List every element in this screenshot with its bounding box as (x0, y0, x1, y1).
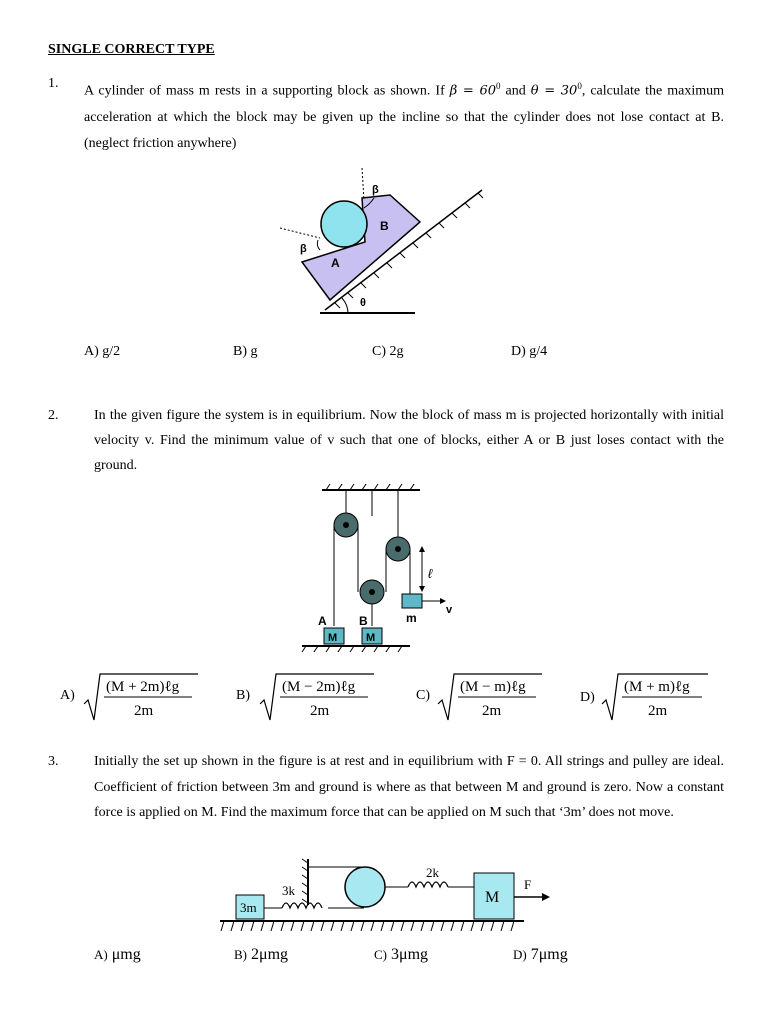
q3-figure (218, 855, 558, 940)
q2-option-b-num: (M − 2m)ℓg (282, 679, 356, 695)
q1-number: 1. (48, 76, 59, 91)
q2-pulley-2-axle (395, 546, 401, 552)
q1-dashed-left (280, 228, 320, 238)
q3-spring-3k (282, 903, 322, 908)
q1-text-a: A cylinder of mass m rests in a supporting block as shown. If (84, 83, 450, 99)
q2-option-b-den: 2m (310, 703, 330, 719)
q1-text-b: , calculate the maximum acceleration at which the block may be given up the incline so that the cylinder does not lose contact at B. (neglect friction anywhere) (84, 83, 724, 151)
q3-option-c-value: 3μmg (391, 946, 429, 963)
q3-option-b-value: 2μmg (251, 946, 289, 963)
q2-pulley-1-axle (343, 522, 349, 528)
q2-option-d-den: 2m (648, 703, 668, 719)
q2-option-a-letter[interactable]: A) (60, 688, 75, 703)
q1-cylinder (321, 201, 367, 247)
q3-option-a-value: μmg (111, 946, 141, 963)
q3-ground-hatch (221, 921, 514, 931)
q3-option-d-letter: D) (513, 947, 527, 962)
q1-option-b[interactable]: B) g (233, 344, 258, 359)
q2-length-arrow-head-up (419, 546, 425, 552)
section-heading: SINGLE CORRECT TYPE (48, 42, 215, 57)
q2-option-b-letter[interactable]: B) (236, 688, 250, 703)
q3-spring-3k-label: 3k (282, 883, 295, 898)
q2-label-b: B (359, 614, 368, 628)
q1-arc-left (317, 240, 320, 250)
q3-force-arrow-head (542, 893, 550, 901)
q2-option-d-num: (M + m)ℓg (624, 679, 690, 695)
q2-block-b-label: M (366, 632, 376, 644)
q1-arc-theta (342, 298, 348, 313)
q2-option-a-den: 2m (134, 703, 154, 719)
q1-text (84, 73, 724, 157)
q2-figure (300, 480, 470, 655)
q3-option-b-letter: B) (234, 947, 247, 962)
q2-option-c-letter[interactable]: C) (416, 688, 430, 703)
q1-label-b: B (380, 219, 389, 233)
q1-label-beta-left: β (300, 243, 307, 255)
q3-option-a-letter: A) (94, 947, 108, 962)
q1-option-d[interactable]: D) g/4 (511, 344, 548, 359)
q1-figure (270, 160, 500, 320)
q2-option-b-formula[interactable] (258, 670, 376, 722)
q3-force-label: F (524, 877, 532, 892)
q1-and: and (500, 83, 531, 99)
q2-label-l: ℓ (428, 566, 433, 581)
q3-number: 3. (48, 754, 59, 769)
q2-option-d-formula[interactable] (600, 670, 712, 722)
q2-text: In the given figure the system is in equilibrium. Now the block of mass m is projected horizontally with initial velocity v. Find the minimum value of v such that one of blocks, either A or B just loses contact with the ground. (94, 408, 724, 473)
q3-option-c[interactable] (374, 946, 428, 964)
q3-block-3m-label: 3m (240, 900, 257, 915)
q2-length-arrow-head-down (419, 586, 425, 592)
q3-block-m-label: M (485, 889, 500, 906)
q2-option-a-formula[interactable] (82, 670, 200, 722)
q2-option-a-num: (M + 2m)ℓg (106, 679, 180, 695)
q2-option-d-letter[interactable]: D) (580, 690, 595, 705)
q1-label-beta-top: β (372, 184, 379, 196)
q2-block-m (402, 594, 422, 608)
q2-label-m: m (406, 611, 417, 625)
q2-option-c-den: 2m (482, 703, 502, 719)
q1-label-a: A (331, 256, 340, 270)
q3-text: Initially the set up shown in the figure is at rest and in equilibrium with F = 0. All strings and pulley are ideal. Coefficient of friction between 3m and ground is where as that between M and ground is zero. Now a constant force is applied on M. Find the maximum force that can be applied on M such that ‘3m’ does not move. (94, 754, 724, 820)
q1-deg2: 0 (577, 81, 582, 91)
q2-number: 2. (48, 408, 59, 423)
q2-block-a-label: M (328, 632, 338, 644)
q2-pulley-3-axle (369, 589, 375, 595)
q1-theta-eq: θ = 30 (530, 83, 578, 99)
q1-option-a[interactable]: A) g/2 (84, 344, 121, 359)
q3-option-c-letter: C) (374, 947, 387, 962)
q1-deg1: 0 (496, 81, 501, 91)
q3-spring-2k-label: 2k (426, 865, 439, 880)
q1-label-theta: θ (360, 297, 366, 309)
q2-label-a: A (318, 614, 327, 628)
q3-option-d-value: 7μmg (530, 946, 568, 963)
q3-spring-2k (408, 882, 448, 887)
q1-dashed-vertical (362, 168, 364, 200)
q1-option-c[interactable]: C) 2g (372, 344, 404, 359)
q1-beta-eq: β = 60 (449, 83, 497, 99)
q3-option-d[interactable] (513, 946, 568, 964)
q2-option-c-num: (M − m)ℓg (460, 679, 526, 695)
q2-label-v: v (446, 604, 453, 616)
q3-option-a[interactable] (94, 946, 141, 964)
q3-option-b[interactable] (234, 946, 288, 964)
q2-option-c-formula[interactable] (436, 670, 546, 722)
q3-pulley (345, 867, 385, 907)
